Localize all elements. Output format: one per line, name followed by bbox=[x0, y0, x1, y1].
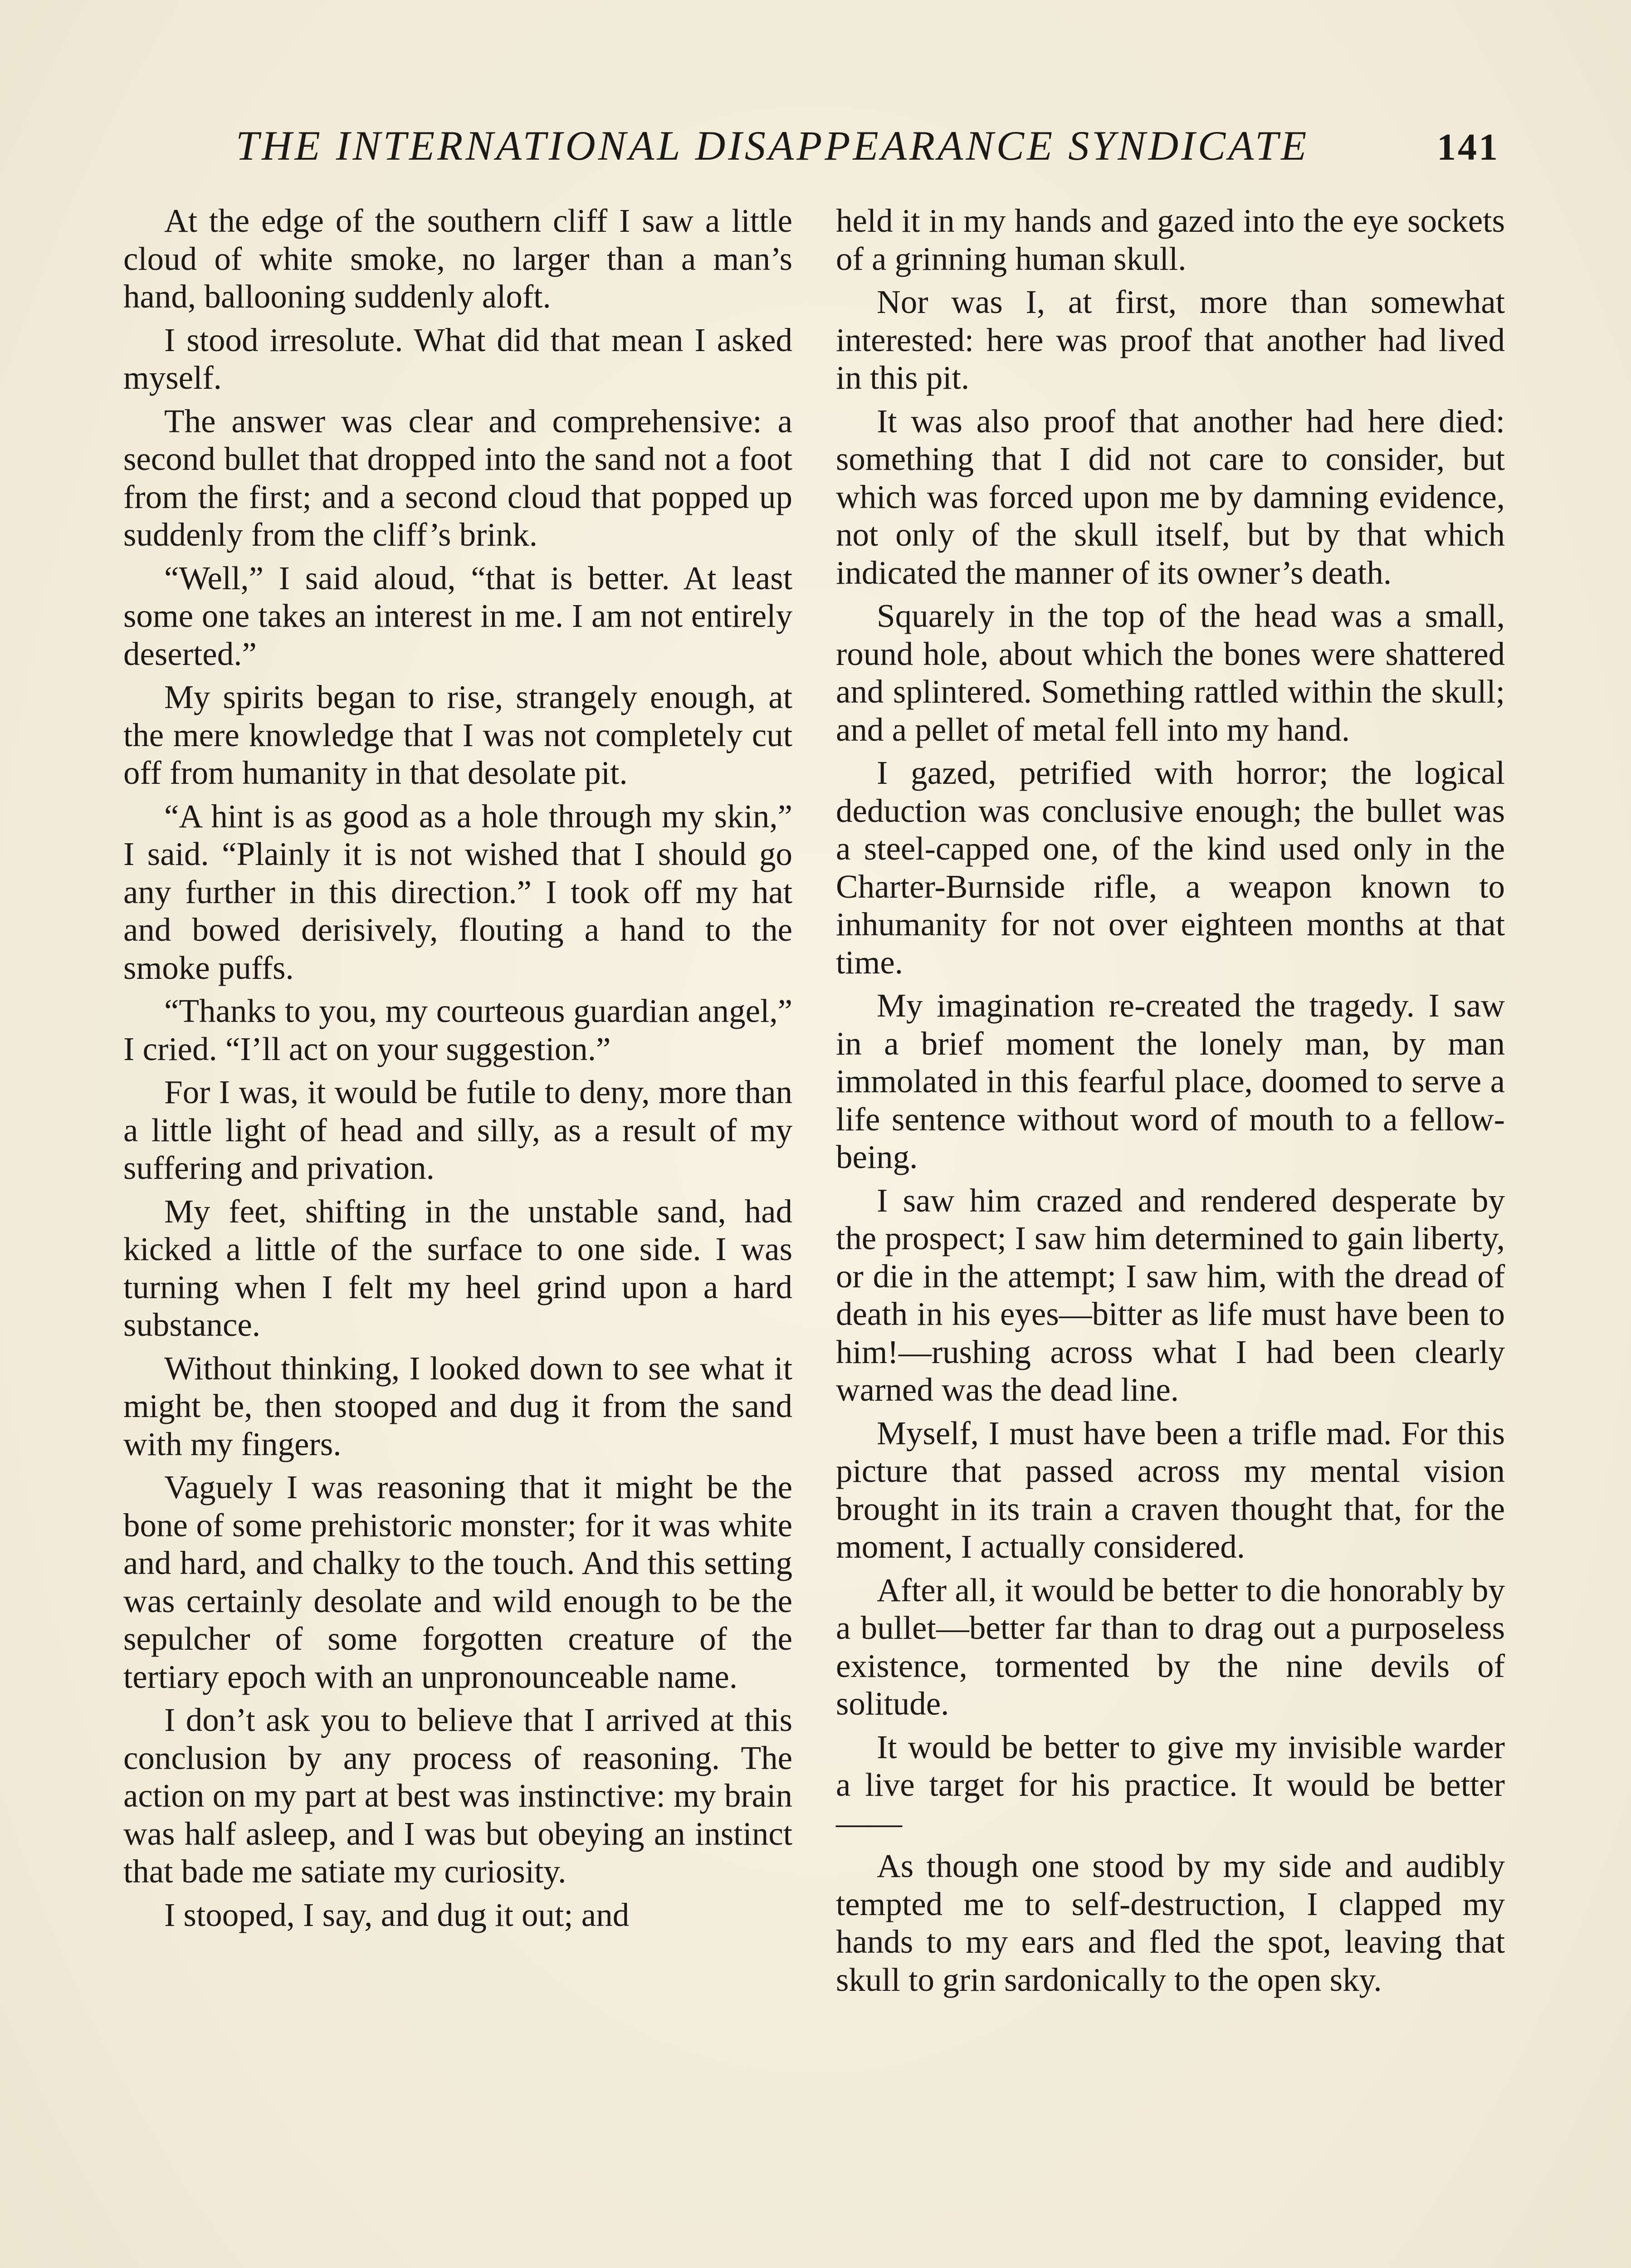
paragraph: “Well,” I said aloud, “that is better. At least some one takes an interest in me. I am not entirely deserted.” bbox=[123, 559, 792, 672]
paragraph: I gazed, petrified with horror; the logical deduction was conclusive enough; the bullet was a steel-capped one, of the kind used only in the Charter-Burnside rifle, a weapon known to inhumanity for not over eighteen months at that time. bbox=[836, 754, 1505, 981]
paragraph: I stooped, I say, and dug it out; and bbox=[164, 1896, 630, 1933]
paragraph: My imagination re-created the tragedy. I saw in a brief moment the lonely man, by man immolated in this fearful place, doomed to serve a life sentence without word of mouth to a fellow-being. bbox=[836, 987, 1505, 1175]
paragraph: For I was, it would be futile to deny, more than a little light of head and silly, as a result of my suffering and privation. bbox=[123, 1074, 792, 1186]
paragraph: I don’t ask you to believe that I arrived at this conclusion by any process of reasoning. The action on my part at best was instinctive: my brain was half asleep, and I was but obeying an instinct that bade me satiate my curiosity. bbox=[123, 1701, 792, 1890]
paragraph: Vaguely I was reasoning that it might be the bone of some prehistoric monster; for it was white and hard, and chalky to the touch. And this setting was certainly desolate and wild enough to be the sepulcher of some forgotten creature of the tertiary epoch with an unpronounceable name. bbox=[123, 1469, 792, 1695]
paragraph: I saw him crazed and rendered desperate by the prospect; I saw him determined to gain liberty, or die in the attempt; I saw him, with the dread of death in his eyes—bitter as life must have been to him!—rushing across what I had been clearly warned was the dead line. bbox=[836, 1182, 1505, 1408]
left-column bbox=[123, 202, 792, 1939]
paragraph: As though one stood by my side and audibly tempted me to self-destruction, I clapped my hands to my ears and fled the spot, leaving that skull to grin sardonically to the open sky. bbox=[836, 1848, 1505, 1998]
paragraph: “Thanks to you, my courteous guardian angel,” I cried. “I’ll act on your suggestion.” bbox=[123, 992, 792, 1067]
page-header bbox=[236, 122, 1499, 170]
paragraph: My feet, shifting in the unstable sand, had kicked a little of the surface to one side. I was turning when I felt my heel grind upon a hard substance. bbox=[123, 1193, 792, 1343]
paragraph: I stood irresolute. What did that mean I asked myself. bbox=[123, 321, 792, 396]
paragraph: Myself, I must have been a trifle mad. For this picture that passed across my mental vision brought in its train a craven thought that, for the moment, I actually considered. bbox=[836, 1414, 1505, 1565]
running-title: THE INTERNATIONAL DISAPPEARANCE SYNDICATE bbox=[236, 122, 1309, 169]
paragraph: Squarely in the top of the head was a small, round hole, about which the bones were shattered and splintered. Something rattled within the skull; and a pellet of metal fell into my hand. bbox=[836, 597, 1505, 748]
continued-paragraph: held it in my hands and gazed into the eye sockets of a grinning human skull. bbox=[836, 202, 1505, 277]
paragraph: The answer was clear and comprehensive: a second bullet that dropped into the sand not a foot from the first; and a second cloud that popped up suddenly from the cliff’s brink. bbox=[123, 402, 792, 553]
paragraph: “A hint is as good as a hole through my skin,” I said. “Plainly it is not wished that I should go any further in this direction.” I took off my hat and bowed derisively, flouting a hand to the smoke puffs. bbox=[123, 797, 792, 986]
paragraph: Without thinking, I looked down to see what it might be, then stooped and dug it from the sand with my fingers. bbox=[123, 1349, 792, 1462]
paragraph: Nor was I, at first, more than somewhat interested: here was proof that another had lived in this pit. bbox=[836, 284, 1505, 396]
paragraph: At the edge of the southern cliff I saw a little cloud of white smoke, no larger than a man’s hand, ballooning suddenly aloft. bbox=[123, 202, 792, 315]
paragraph: It would be better to give my invisible warder a live target for his practice. It would be better—— bbox=[836, 1728, 1505, 1841]
right-column bbox=[836, 202, 1505, 2004]
paragraph: After all, it would be better to die honorably by a bullet—better far than to drag out a purposeless existence, tormented by the nine devils of solitude. bbox=[836, 1571, 1505, 1722]
paragraph: It was also proof that another had here died: something that I did not care to consider, but which was forced upon me by damning evidence, not only of the skull itself, but by that which indicated the manner of its owner’s death. bbox=[836, 402, 1505, 591]
paragraph: My spirits began to rise, strangely enough, at the mere knowledge that I was not completely cut off from humanity in that desolate pit. bbox=[123, 679, 792, 791]
page-number: 141 bbox=[1437, 126, 1499, 168]
